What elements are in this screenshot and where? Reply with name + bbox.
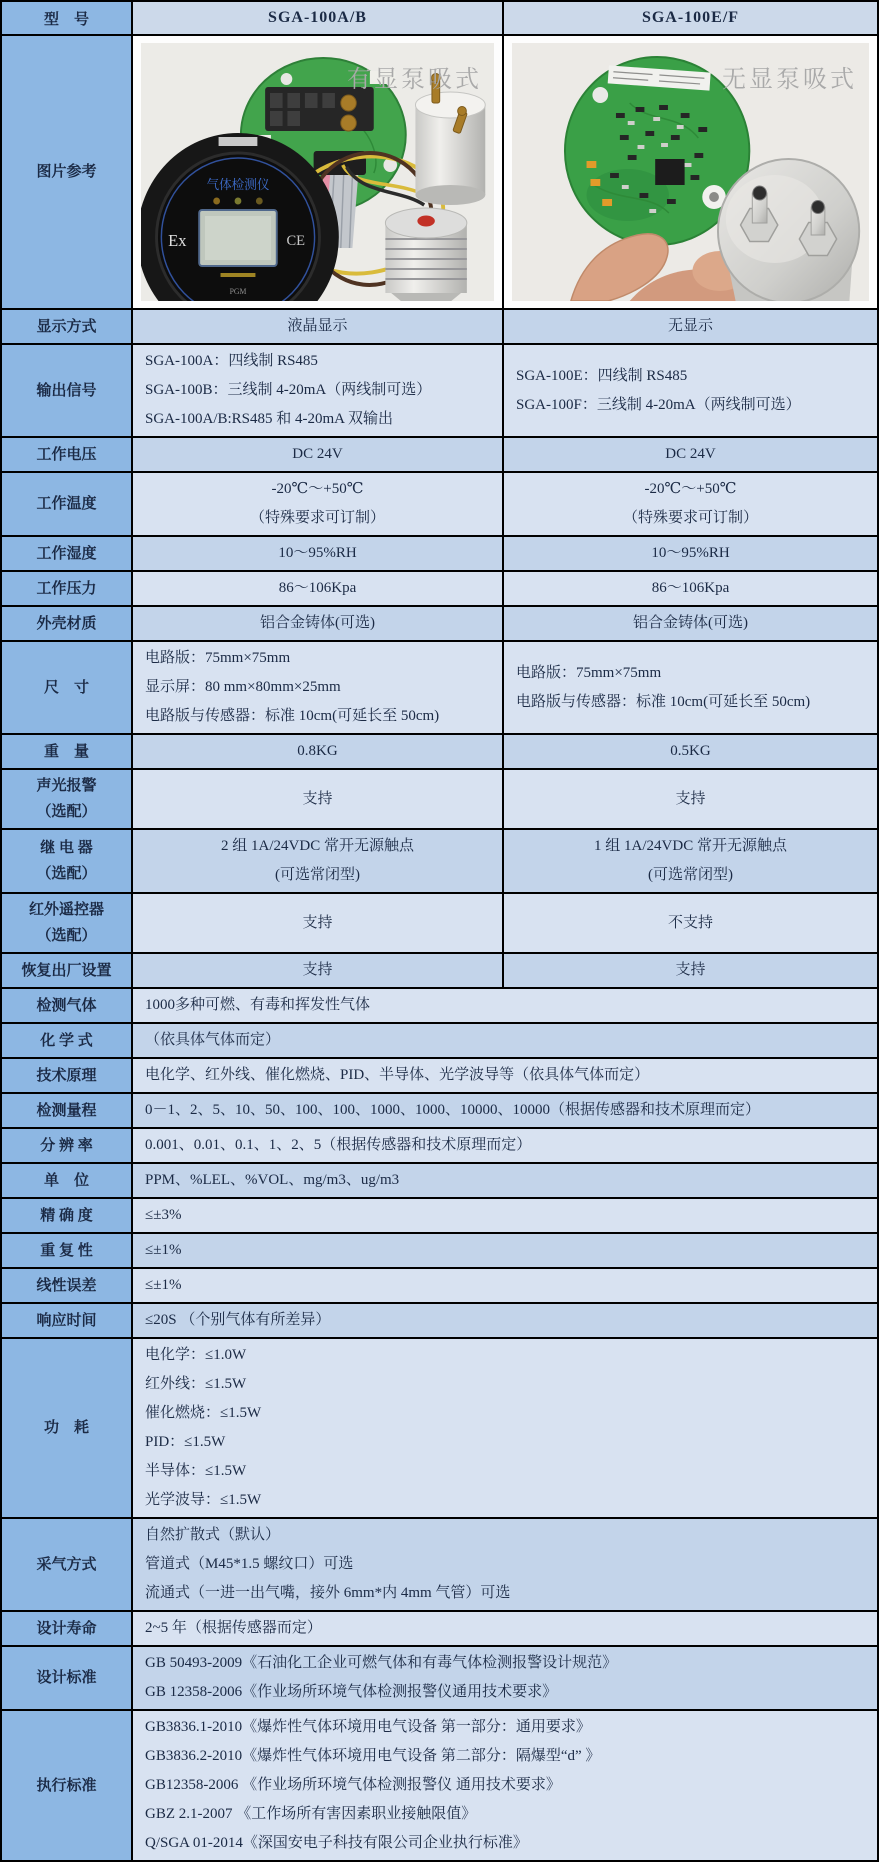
value-text: 10～95%RH xyxy=(278,545,357,561)
row-value-full xyxy=(133,1024,877,1057)
value-text: PID：≤1.5W xyxy=(145,1434,226,1450)
value-text: SGA-100B：三线制 4-20mA（两线制可选） xyxy=(145,382,432,398)
row-value-full xyxy=(133,1711,877,1860)
row-value-full xyxy=(133,1519,877,1610)
row-label-text: 精 确 度 xyxy=(40,1207,93,1224)
row-label-text: 执行标准 xyxy=(36,1777,97,1794)
row-label-text: 外壳材质 xyxy=(36,615,97,632)
row-label xyxy=(2,607,133,640)
row-value-full xyxy=(133,1339,877,1517)
row-label-text: 化 学 式 xyxy=(40,1032,93,1049)
table-row xyxy=(2,892,877,952)
table-row xyxy=(2,768,877,828)
table-row xyxy=(2,1610,877,1645)
table-row xyxy=(2,308,877,343)
row-value-b xyxy=(504,438,877,471)
row-label-text: 采气方式 xyxy=(36,1556,97,1573)
row-value-b xyxy=(504,607,877,640)
value-text: 支持 xyxy=(675,790,706,807)
value-text: （特殊要求可订制） xyxy=(622,510,758,526)
row-label xyxy=(2,310,133,343)
value-text: 光学波导：≤1.5W xyxy=(145,1492,262,1508)
value-text: 支持 xyxy=(302,790,333,807)
row-label xyxy=(2,894,133,952)
table-row xyxy=(2,1022,877,1057)
product-photo-b xyxy=(504,36,877,308)
row-label xyxy=(2,1094,133,1127)
detector-title-text: 气体检测仪 xyxy=(206,177,270,193)
row-label-text: 重 复 性 xyxy=(40,1242,93,1259)
row-label xyxy=(2,642,133,733)
row-label xyxy=(2,1339,133,1517)
sensor-cylinder xyxy=(385,208,466,301)
value-text: 10～95%RH xyxy=(651,545,730,561)
value-text: ≤±1% xyxy=(145,1242,182,1258)
table-row xyxy=(2,1197,877,1232)
value-text: GB 50493-2009《石油化工企业可燃气体和有毒气体检测报警设计规范》 xyxy=(145,1655,618,1671)
row-label-text: 输出信号 xyxy=(36,382,97,399)
row-label-text: 重 量 xyxy=(43,743,89,760)
value-text: SGA-100E：四线制 RS485 xyxy=(516,367,688,384)
value-text: 催化燃烧：≤1.5W xyxy=(145,1405,262,1421)
table-row xyxy=(2,640,877,733)
row-value-a xyxy=(133,537,504,570)
row-label xyxy=(2,989,133,1022)
row-label xyxy=(2,1269,133,1302)
row-label-text: 设计标准 xyxy=(36,1670,97,1686)
row-value-b xyxy=(504,830,877,892)
row-label xyxy=(2,572,133,605)
row-value-a xyxy=(133,438,504,471)
value-text: 流通式（一进一出气嘴，接外 6mm*内 4mm 气管）可选 xyxy=(145,1585,511,1601)
value-text: 液晶显示 xyxy=(287,318,348,334)
product-photo-a xyxy=(133,36,504,308)
row-value-a xyxy=(133,770,504,828)
row-label xyxy=(2,1304,133,1337)
model-b-header: SGA-100E/F xyxy=(504,2,877,34)
value-text: 0.5KG xyxy=(670,743,711,759)
table-row xyxy=(2,1057,877,1092)
row-value-a xyxy=(133,894,504,952)
sensor-cylinder-b xyxy=(718,159,859,301)
table-row xyxy=(2,952,877,987)
row-label-text: 声光报警 xyxy=(36,778,97,794)
row-value-a xyxy=(133,642,504,733)
row-label xyxy=(2,830,133,892)
row-value-b xyxy=(504,537,877,570)
value-text: 支持 xyxy=(675,962,706,978)
value-text: ≤20S （个别气体有所差异） xyxy=(145,1312,331,1328)
row-label xyxy=(2,1129,133,1162)
table-row xyxy=(2,1709,877,1860)
value-text: 不支持 xyxy=(667,914,713,931)
ex-mark: Ex xyxy=(168,230,187,251)
row-value-a xyxy=(133,473,504,535)
table-row xyxy=(2,1092,877,1127)
row-label-text: 线性误差 xyxy=(36,1277,97,1294)
value-text: 1 组 1A/24VDC 常开无源触点 xyxy=(594,838,787,854)
row-value-b xyxy=(504,735,877,768)
value-text: (可选常闭型) xyxy=(648,867,733,883)
value-text: -20℃～+50℃ xyxy=(271,481,364,497)
row-label xyxy=(2,1024,133,1057)
table-row xyxy=(2,733,877,768)
row-label-text: （选配） xyxy=(36,804,97,820)
row-value-full xyxy=(133,1094,877,1127)
row-value-b xyxy=(504,770,877,828)
table-row xyxy=(2,1162,877,1197)
row-label-text: 继 电 器 xyxy=(40,840,93,856)
value-text: GBZ 2.1-2007 《工作场所有害因素职业接触限值》 xyxy=(145,1806,477,1822)
row-label-text: 显示方式 xyxy=(36,318,97,335)
photo-a-canvas xyxy=(141,43,494,301)
row-value-b xyxy=(504,642,877,733)
row-label xyxy=(2,1234,133,1267)
value-text: 0－1、2、5、10、50、100、100、1000、1000、10000、10000（根据传感器和技术原理而定） xyxy=(145,1102,761,1118)
row-value-full xyxy=(133,1234,877,1267)
row-label-text: 分 辨 率 xyxy=(40,1137,93,1154)
row-label xyxy=(2,1711,133,1860)
row-value-b xyxy=(504,572,877,605)
row-label xyxy=(2,1519,133,1610)
photo-a-watermark: 有显泵吸式 xyxy=(347,67,482,93)
row-label-text: 设计寿命 xyxy=(36,1620,97,1637)
row-label xyxy=(2,1199,133,1232)
row-label-text: 工作湿度 xyxy=(36,545,97,562)
value-text: 支持 xyxy=(302,962,333,978)
row-value-a xyxy=(133,735,504,768)
row-label xyxy=(2,345,133,436)
value-text: GB12358-2006 《作业场所环境气体检测报警仪 通用技术要求》 xyxy=(145,1777,561,1793)
table-row xyxy=(2,1267,877,1302)
row-label-text: 工作电压 xyxy=(36,446,97,463)
row-label xyxy=(2,1647,133,1709)
row-label-text: 图片参考 xyxy=(36,164,97,180)
value-text: GB 12358-2006《作业场所环境气体检测报警仪通用技术要求》 xyxy=(145,1684,558,1700)
value-text: SGA-100A：四线制 RS485 xyxy=(145,353,318,369)
value-text: 0.001、0.01、0.1、1、2、5（根据传感器和技术原理而定） xyxy=(145,1137,532,1153)
row-label-text: 单 位 xyxy=(43,1172,89,1189)
value-text: 86～106Kpa xyxy=(651,580,730,596)
value-text: 电路版与传感器：标准 10cm(可延长至 50cm) xyxy=(145,708,440,724)
ce-mark: CE xyxy=(286,232,306,250)
value-text: 半导体：≤1.5W xyxy=(145,1463,247,1479)
value-text: 电路版：75mm×75mm xyxy=(145,650,291,666)
table-row xyxy=(2,828,877,892)
value-text: 红外线：≤1.5W xyxy=(145,1376,247,1392)
table-row xyxy=(2,1232,877,1267)
row-value-a xyxy=(133,607,504,640)
value-text: ≤±3% xyxy=(145,1207,182,1223)
value-text: DC 24V xyxy=(665,446,716,462)
value-text: -20℃～+50℃ xyxy=(644,481,737,497)
value-text: 1000多种可燃、有毒和挥发性气体 xyxy=(145,997,371,1013)
value-text: 铝合金铸体(可选) xyxy=(633,615,748,631)
table-row xyxy=(2,570,877,605)
table-row xyxy=(2,471,877,535)
row-label-text: 功 耗 xyxy=(43,1420,89,1436)
table-row xyxy=(2,343,877,436)
row-label-text: （选配） xyxy=(36,928,97,944)
value-text: PPM、%LEL、%VOL、mg/m3、ug/m3 xyxy=(145,1172,400,1188)
row-value-full xyxy=(133,989,877,1022)
row-value-full xyxy=(133,1059,877,1092)
row-label xyxy=(2,770,133,828)
row-label xyxy=(2,473,133,535)
value-text: DC 24V xyxy=(292,446,343,462)
value-text: 电路版与传感器：标准 10cm(可延长至 50cm) xyxy=(516,693,811,710)
row-label xyxy=(2,735,133,768)
row-label xyxy=(2,954,133,987)
value-text: 2~5 年（根据传感器而定） xyxy=(145,1620,322,1636)
row-label-text: 技术原理 xyxy=(36,1067,97,1084)
row-label-text: 检测气体 xyxy=(36,997,97,1014)
row-label-text: 工作压力 xyxy=(36,580,97,597)
table-row xyxy=(2,605,877,640)
row-label xyxy=(2,1612,133,1645)
value-text: 支持 xyxy=(302,914,333,931)
pgm-mark: PGM xyxy=(229,286,247,297)
table-row xyxy=(2,1645,877,1709)
value-text: （特殊要求可订制） xyxy=(249,510,385,526)
value-text: 显示屏：80 mm×80mm×25mm xyxy=(145,679,341,695)
row-value-b xyxy=(504,345,877,436)
model-header-label: 型 号 xyxy=(2,2,133,34)
row-value-full xyxy=(133,1199,877,1232)
value-text: (可选常闭型) xyxy=(275,867,360,883)
row-label xyxy=(2,36,133,308)
row-label-text: 尺 寸 xyxy=(43,679,89,696)
table-row xyxy=(2,535,877,570)
value-text: 电化学、红外线、催化燃烧、PID、半导体、光学波导等（依具体气体而定） xyxy=(145,1067,650,1083)
table-row xyxy=(2,1337,877,1517)
row-label xyxy=(2,1164,133,1197)
value-text: SGA-100A/B:RS485 和 4-20mA 双输出 xyxy=(145,411,393,427)
photo-b-illustration xyxy=(512,43,869,301)
value-text: 86～106Kpa xyxy=(278,580,357,596)
row-label xyxy=(2,438,133,471)
row-value-full xyxy=(133,1269,877,1302)
image-row xyxy=(2,34,877,308)
row-value-a xyxy=(133,954,504,987)
value-text: ≤±1% xyxy=(145,1277,182,1293)
row-value-b xyxy=(504,473,877,535)
row-label-text: 恢复出厂设置 xyxy=(21,962,112,979)
value-text: 铝合金铸体(可选) xyxy=(260,615,375,631)
spec-rows xyxy=(2,308,877,1860)
value-text: 无显示 xyxy=(667,318,713,334)
row-value-a xyxy=(133,830,504,892)
value-text: 管道式（M45*1.5 螺纹口）可选 xyxy=(145,1556,354,1572)
value-text: 电路版：75mm×75mm xyxy=(516,664,662,681)
row-value-a xyxy=(133,345,504,436)
value-text: 自然扩散式（默认） xyxy=(145,1527,281,1543)
row-value-b xyxy=(504,894,877,952)
table-row xyxy=(2,1517,877,1610)
row-value-full xyxy=(133,1612,877,1645)
value-text: GB3836.1-2010《爆炸性气体环境用电气设备 第一部分：通用要求》 xyxy=(145,1719,591,1735)
row-label-text: 红外遥控器 xyxy=(28,902,104,918)
value-text: 2 组 1A/24VDC 常开无源触点 xyxy=(221,838,414,854)
table-row xyxy=(2,1302,877,1337)
photo-b-watermark: 无显泵吸式 xyxy=(722,67,857,93)
row-value-full xyxy=(133,1129,877,1162)
table-row xyxy=(2,436,877,471)
value-text: （依具体气体而定） xyxy=(145,1032,281,1048)
table-row xyxy=(2,1127,877,1162)
model-a-header: SGA-100A/B xyxy=(133,2,504,34)
photo-b-canvas xyxy=(512,43,869,301)
value-text: SGA-100F：三线制 4-20mA（两线制可选） xyxy=(516,396,801,413)
row-value-a xyxy=(133,310,504,343)
table-row xyxy=(2,987,877,1022)
row-value-full xyxy=(133,1304,877,1337)
row-label xyxy=(2,537,133,570)
value-text: Q/SGA 01-2014《深国安电子科技有限公司企业执行标准》 xyxy=(145,1835,528,1851)
value-text: 0.8KG xyxy=(297,743,338,759)
row-value-b xyxy=(504,954,877,987)
row-label-text: 响应时间 xyxy=(36,1312,97,1329)
row-label xyxy=(2,1059,133,1092)
row-value-full xyxy=(133,1647,877,1709)
value-text: GB3836.2-2010《爆炸性气体环境用电气设备 第二部分：隔爆型“d” 》 xyxy=(145,1748,601,1764)
row-value-a xyxy=(133,572,504,605)
row-label-text: （选配） xyxy=(36,866,97,882)
photo-a-illustration xyxy=(141,43,494,301)
row-value-b xyxy=(504,310,877,343)
value-text: 电化学：≤1.0W xyxy=(145,1347,247,1363)
header-row xyxy=(2,2,877,34)
row-value-full xyxy=(133,1164,877,1197)
row-label-text: 工作温度 xyxy=(36,496,97,512)
row-label-text: 检测量程 xyxy=(36,1102,97,1119)
